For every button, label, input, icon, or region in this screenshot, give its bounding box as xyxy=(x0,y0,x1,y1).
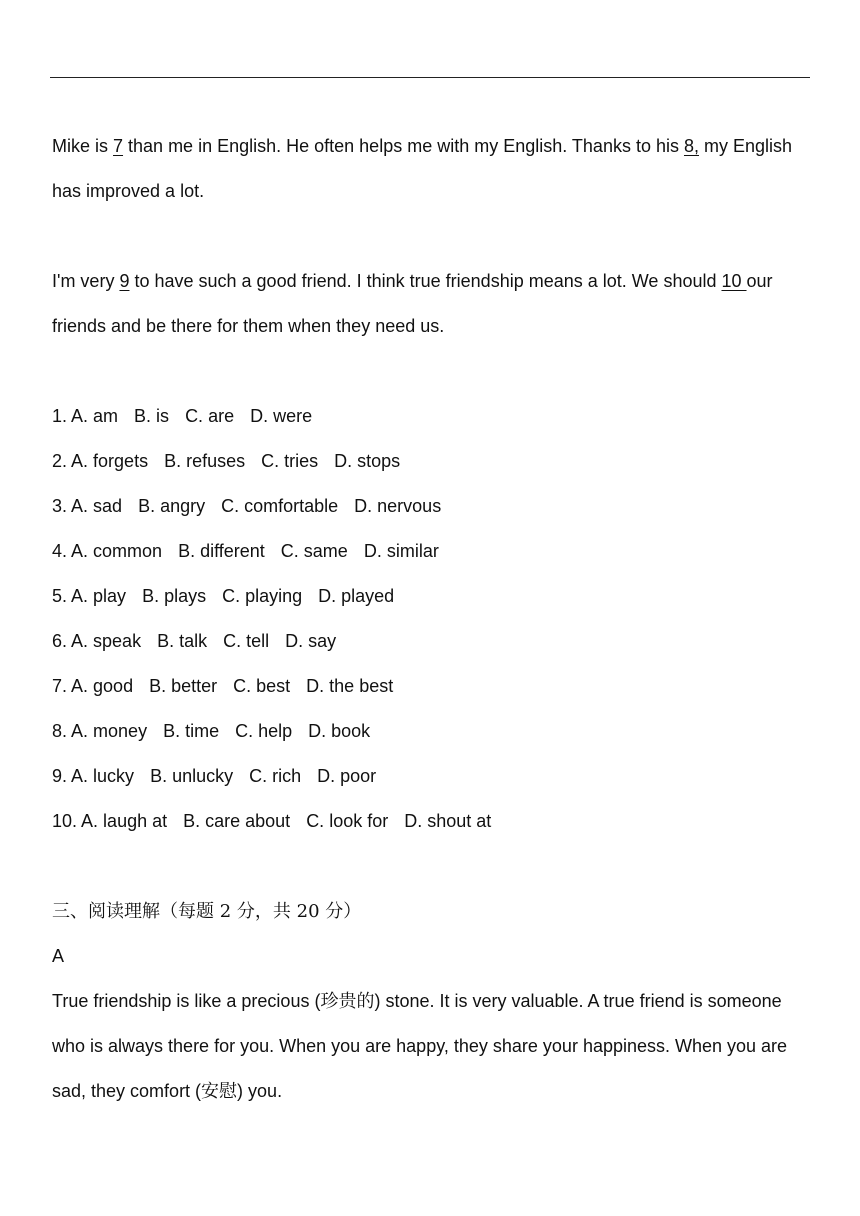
question-number: 1. xyxy=(52,406,68,426)
passage-paragraph-1 xyxy=(52,124,814,214)
answer-option: C. help xyxy=(235,721,293,741)
answer-option: D. the best xyxy=(306,676,394,696)
question-row xyxy=(52,754,814,799)
blank-7: 7 xyxy=(113,136,124,156)
answer-option: C. are xyxy=(185,406,235,426)
question-number: 9. xyxy=(52,766,68,786)
answer-option: C. rich xyxy=(249,766,302,786)
answer-option: D. shout at xyxy=(404,811,492,831)
reading-section xyxy=(52,889,814,1114)
question-number: 7. xyxy=(52,676,68,696)
reading-line: sad, they comfort (安慰) you. xyxy=(52,1081,283,1101)
answer-option: B. is xyxy=(134,406,170,426)
text-run: than me in English. He often helps me with my English. Thanks to his xyxy=(123,136,684,156)
answer-option: D. say xyxy=(285,631,337,651)
answer-option: B. care about xyxy=(183,811,291,831)
answer-option: B. different xyxy=(178,541,265,561)
text-run: Mike is xyxy=(52,136,114,156)
blank-8: 8, xyxy=(683,136,699,156)
answer-option: C. look for xyxy=(306,811,389,831)
answer-option: D. similar xyxy=(363,541,439,561)
answer-option: A. laugh at xyxy=(81,811,168,831)
question-row xyxy=(52,664,814,709)
answer-option: D. book xyxy=(308,721,371,741)
question-number: 4. xyxy=(52,541,68,561)
answer-option: D. were xyxy=(250,406,313,426)
answer-option: A. speak xyxy=(71,631,142,651)
question-number: 6. xyxy=(52,631,68,651)
question-row xyxy=(52,799,814,844)
text-run: to have such a good friend. I think true friendship means a lot. We should xyxy=(129,271,722,291)
answer-option: D. poor xyxy=(317,766,377,786)
passage-paragraph-2 xyxy=(52,259,814,349)
passage-line xyxy=(52,124,814,169)
question-row xyxy=(52,394,814,439)
answer-option: C. playing xyxy=(222,586,303,606)
answer-option: A. common xyxy=(71,541,163,561)
answer-option: A. sad xyxy=(71,496,123,516)
question-row xyxy=(52,619,814,664)
blank-10: 10 xyxy=(721,271,747,291)
answer-option: B. time xyxy=(163,721,220,741)
answer-option: C. tries xyxy=(261,451,319,471)
answer-option: D. played xyxy=(318,586,395,606)
question-row xyxy=(52,574,814,619)
answer-option: D. nervous xyxy=(354,496,442,516)
answer-option: C. tell xyxy=(223,631,270,651)
reading-line: who is always there for you. When you are happy, they share your happiness. When you are xyxy=(52,1036,788,1056)
reading-line: True friendship is like a precious (珍贵的) stone. It is very valuable. A true friend is someone xyxy=(52,991,782,1011)
question-row xyxy=(52,709,814,754)
passage-line: friends and be there for them when they need us. xyxy=(52,316,445,336)
answer-option: A. good xyxy=(71,676,134,696)
part-label: A xyxy=(52,946,65,966)
answer-option: C. same xyxy=(280,541,348,561)
question-row xyxy=(52,439,814,484)
answer-option: A. lucky xyxy=(71,766,135,786)
text-run: my English xyxy=(699,136,793,156)
section-heading: 三、阅读理解（每题 2 分，共 20 分） xyxy=(52,901,362,922)
header-rule xyxy=(50,77,810,78)
question-number: 2. xyxy=(52,451,68,471)
question-number: 5. xyxy=(52,586,68,606)
answer-option: B. better xyxy=(149,676,218,696)
answer-option: B. angry xyxy=(138,496,206,516)
answer-option: A. am xyxy=(71,406,119,426)
answer-option: B. talk xyxy=(157,631,208,651)
answer-option: B. unlucky xyxy=(150,766,234,786)
question-options-list xyxy=(52,394,814,844)
text-run: I'm very xyxy=(52,271,120,291)
passage-line: has improved a lot. xyxy=(52,181,205,201)
passage-line xyxy=(52,259,814,304)
answer-option: C. best xyxy=(233,676,291,696)
answer-option: A. money xyxy=(71,721,148,741)
answer-option: B. refuses xyxy=(164,451,246,471)
answer-option: C. comfortable xyxy=(221,496,339,516)
question-row xyxy=(52,529,814,574)
answer-option: A. play xyxy=(71,586,127,606)
question-row xyxy=(52,484,814,529)
question-number: 10. xyxy=(52,811,78,831)
text-run: our xyxy=(746,271,773,291)
question-number: 8. xyxy=(52,721,68,741)
blank-9: 9 xyxy=(119,271,130,291)
question-number: 3. xyxy=(52,496,68,516)
answer-option: B. plays xyxy=(142,586,207,606)
answer-option: D. stops xyxy=(334,451,401,471)
answer-option: A. forgets xyxy=(71,451,149,471)
